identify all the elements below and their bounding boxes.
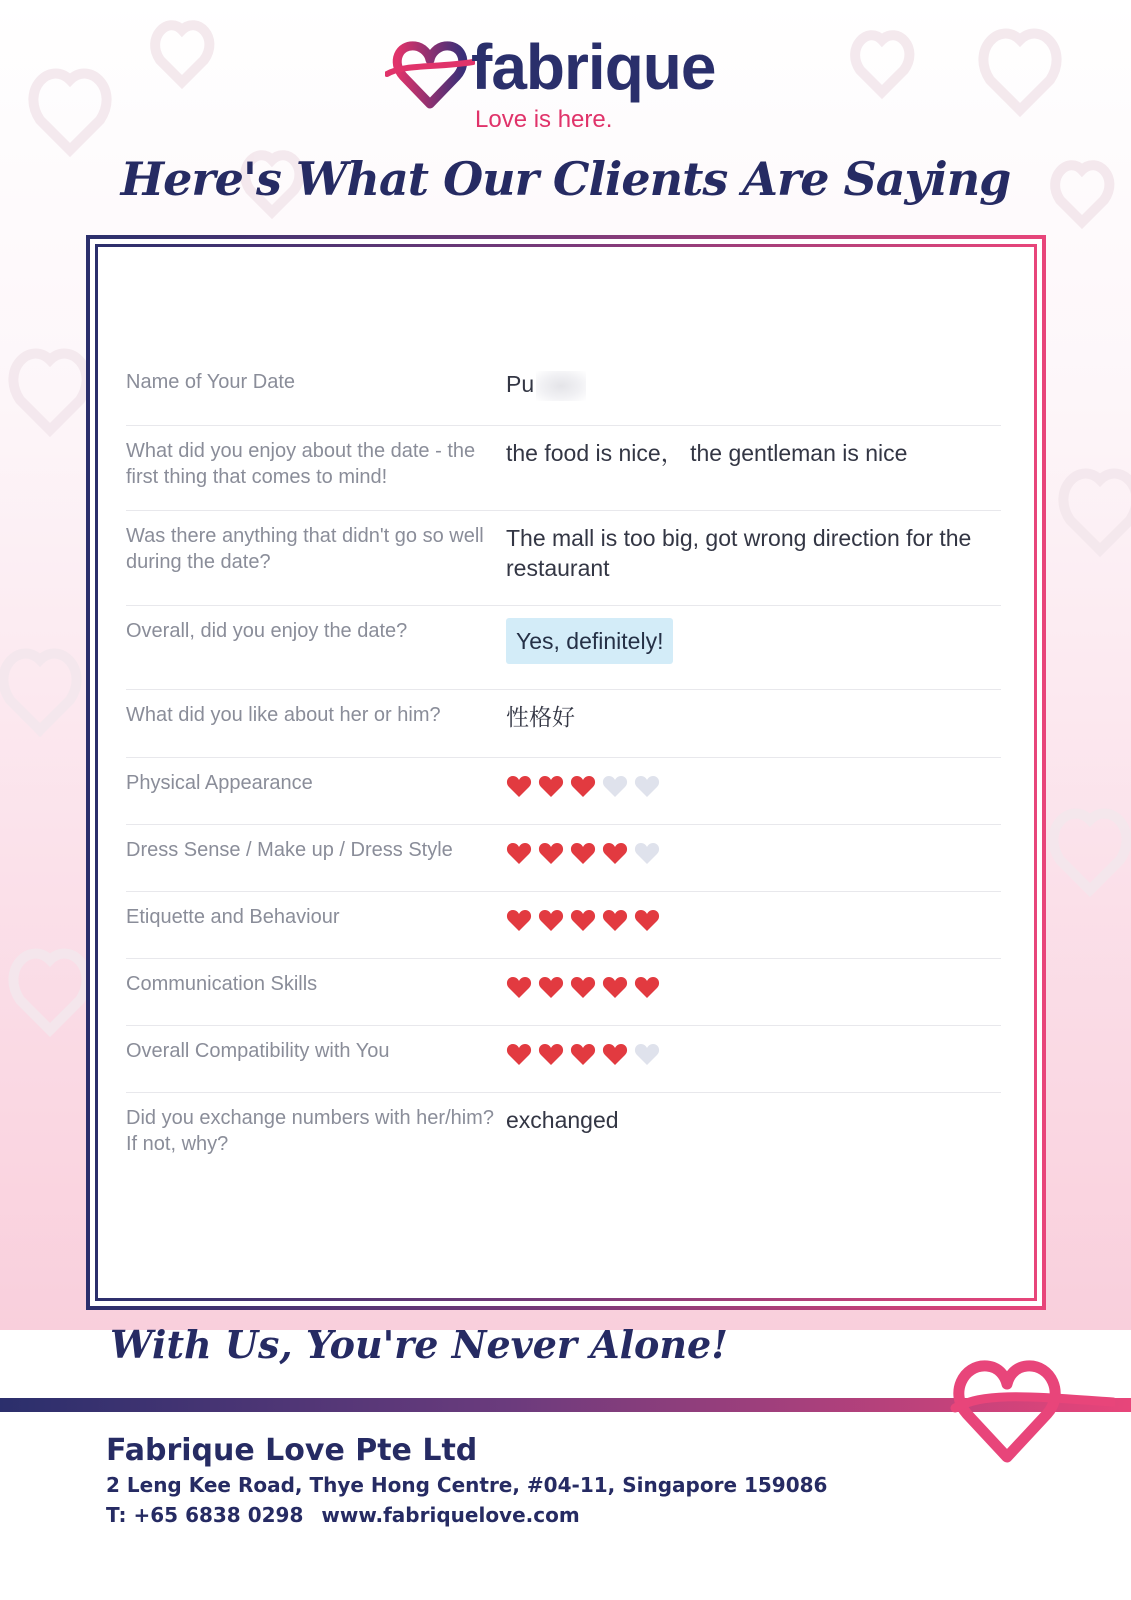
heart-filled-icon: [570, 975, 596, 999]
heart-filled-icon: [570, 841, 596, 865]
heart-filled-icon: [634, 908, 660, 932]
form-question: Name of Your Date: [126, 371, 295, 393]
form-question: Was there anything that didn't go so well during the date?: [126, 525, 484, 573]
feedback-form: [126, 357, 1001, 1178]
form-question: Communication Skills: [126, 973, 318, 995]
form-question: Did you exchange numbers with her/him? If not, why?: [126, 1107, 494, 1155]
heart-filled-icon: [538, 841, 564, 865]
form-answer: the food is nice， the gentleman is nice: [506, 440, 908, 466]
heart-filled-icon: [602, 1042, 628, 1066]
heart-filled-icon: [538, 1042, 564, 1066]
footer-tagline: With Us, You're Never Alone!: [110, 1322, 728, 1367]
contact-line: [106, 1503, 580, 1527]
form-row: [126, 426, 1001, 511]
heart-empty-icon: [602, 774, 628, 798]
heart-filled-icon: [602, 841, 628, 865]
form-row: [126, 825, 1001, 892]
heart-filled-icon: [538, 774, 564, 798]
form-question: Overall, did you enjoy the date?: [126, 620, 408, 642]
heart-filled-icon: [506, 774, 532, 798]
redaction-blur: [536, 371, 586, 401]
fabrique-logo: [385, 28, 745, 138]
brand-name: fabrique: [471, 31, 716, 103]
heart-rating: [506, 770, 1001, 798]
feedback-card: [98, 247, 1034, 1298]
heart-ribbon-logo-icon: [385, 34, 475, 114]
form-question: Physical Appearance: [126, 772, 313, 794]
form-answer: exchanged: [506, 1107, 619, 1133]
website-link[interactable]: www.fabriquelove.com: [321, 1503, 580, 1527]
heart-filled-icon: [570, 908, 596, 932]
heart-rating: [506, 1038, 1001, 1066]
form-row: [126, 758, 1001, 825]
heart-filled-icon: [506, 1042, 532, 1066]
company-name: Fabrique Love Pte Ltd: [106, 1433, 478, 1468]
form-answer: 性格好: [506, 704, 575, 730]
form-row: [126, 892, 1001, 959]
date-name-answer: Pu: [506, 371, 535, 397]
heart-filled-icon: [602, 975, 628, 999]
heart-filled-icon: [506, 908, 532, 932]
answer-chip: Yes, definitely!: [506, 618, 673, 664]
phone-number: T: +65 6838 0298: [106, 1503, 304, 1527]
brand-tagline: Love is here.: [475, 106, 613, 133]
heart-filled-icon: [570, 1042, 596, 1066]
heart-filled-icon: [570, 774, 596, 798]
heart-ribbon-icon: [945, 1352, 1115, 1472]
heart-empty-icon: [634, 841, 660, 865]
heart-filled-icon: [602, 908, 628, 932]
heart-rating: [506, 904, 1001, 932]
form-question: Etiquette and Behaviour: [126, 906, 340, 928]
page-heading: Here's What Our Clients Are Saying: [120, 152, 1011, 206]
form-answer: [506, 606, 1001, 664]
heart-filled-icon: [506, 975, 532, 999]
heart-filled-icon: [538, 975, 564, 999]
form-question: Dress Sense / Make up / Dress Style: [126, 839, 453, 861]
heart-empty-icon: [634, 774, 660, 798]
form-row: [126, 511, 1001, 606]
heart-filled-icon: [506, 841, 532, 865]
form-question: Overall Compatibility with You: [126, 1040, 390, 1062]
heart-filled-icon: [634, 975, 660, 999]
heart-rating: [506, 971, 1001, 999]
form-row: [126, 1026, 1001, 1093]
form-row: [126, 1093, 1001, 1178]
form-question: What did you like about her or him?: [126, 704, 441, 726]
form-answer: [506, 357, 1001, 401]
form-answer: The mall is too big, got wrong direction for the restaurant: [506, 525, 972, 581]
testimonial-frame: [86, 235, 1046, 1310]
company-address: 2 Leng Kee Road, Thye Hong Centre, #04-11, Singapore 159086: [106, 1473, 828, 1497]
form-row: [126, 959, 1001, 1026]
form-row: [126, 357, 1001, 426]
heart-filled-icon: [538, 908, 564, 932]
form-row: [126, 606, 1001, 690]
heart-rating: [506, 837, 1001, 865]
heart-empty-icon: [634, 1042, 660, 1066]
form-row: [126, 690, 1001, 758]
form-question: What did you enjoy about the date - the first thing that comes to mind!: [126, 440, 476, 488]
